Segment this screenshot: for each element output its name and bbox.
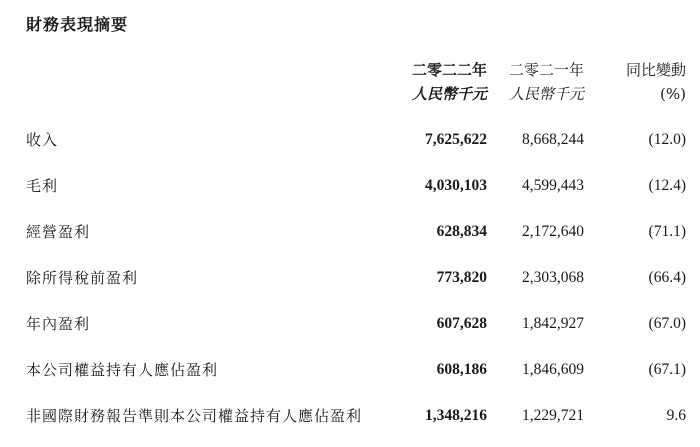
- table-row-gross-profit: [0, 173, 700, 199]
- value-change: (66.4): [648, 269, 686, 286]
- header-change-unit: (%): [660, 85, 686, 103]
- value-current: 7,625,622: [425, 131, 487, 148]
- value-current: 1,348,216: [425, 407, 487, 424]
- row-label: 除所得稅前盈利: [26, 269, 139, 287]
- header-change: 同比變動: [625, 61, 686, 79]
- row-label: 收入: [26, 131, 59, 149]
- header-current-year: 二零二二年: [411, 61, 487, 79]
- value-prior: 1,842,927: [522, 315, 584, 332]
- value-current: 628,834: [436, 223, 487, 240]
- table-row-profit-before-tax: [0, 265, 700, 291]
- value-prior: 1,229,721: [522, 407, 584, 424]
- row-label: 非國際財務報告準則本公司權益持有人應佔盈利: [26, 407, 363, 425]
- value-prior: 4,599,443: [522, 177, 584, 194]
- value-prior: 2,303,068: [522, 269, 584, 286]
- header-prior-unit: 人民幣千元: [508, 85, 584, 103]
- table-row-operating-profit: [0, 219, 700, 245]
- value-prior: 1,846,609: [522, 361, 584, 378]
- header-current-unit: 人民幣千元: [411, 85, 487, 103]
- value-change: (67.1): [648, 361, 686, 378]
- page-title: 財務表現摘要: [26, 15, 129, 34]
- value-current: 608,186: [436, 361, 487, 378]
- row-label: 毛利: [26, 177, 59, 195]
- table-row-profit-attributable: [0, 357, 700, 383]
- value-prior: 8,668,244: [522, 131, 584, 148]
- value-change: 9.6: [666, 407, 686, 424]
- value-prior: 2,172,640: [522, 223, 584, 240]
- row-label: 年內盈利: [26, 315, 91, 333]
- value-change: (12.4): [648, 177, 686, 194]
- value-change: (71.1): [648, 223, 686, 240]
- table-row-non-ifrs-profit: [0, 403, 700, 429]
- header-prior-year: 二零二一年: [508, 61, 584, 79]
- table-row-profit-for-year: [0, 311, 700, 337]
- value-current: 607,628: [436, 315, 487, 332]
- value-current: 773,820: [436, 269, 487, 286]
- value-current: 4,030,103: [425, 177, 487, 194]
- row-label: 經營盈利: [26, 223, 91, 241]
- row-label: 本公司權益持有人應佔盈利: [26, 361, 219, 379]
- value-change: (12.0): [648, 131, 686, 148]
- value-change: (67.0): [648, 315, 686, 332]
- table-row-revenue: [0, 127, 700, 153]
